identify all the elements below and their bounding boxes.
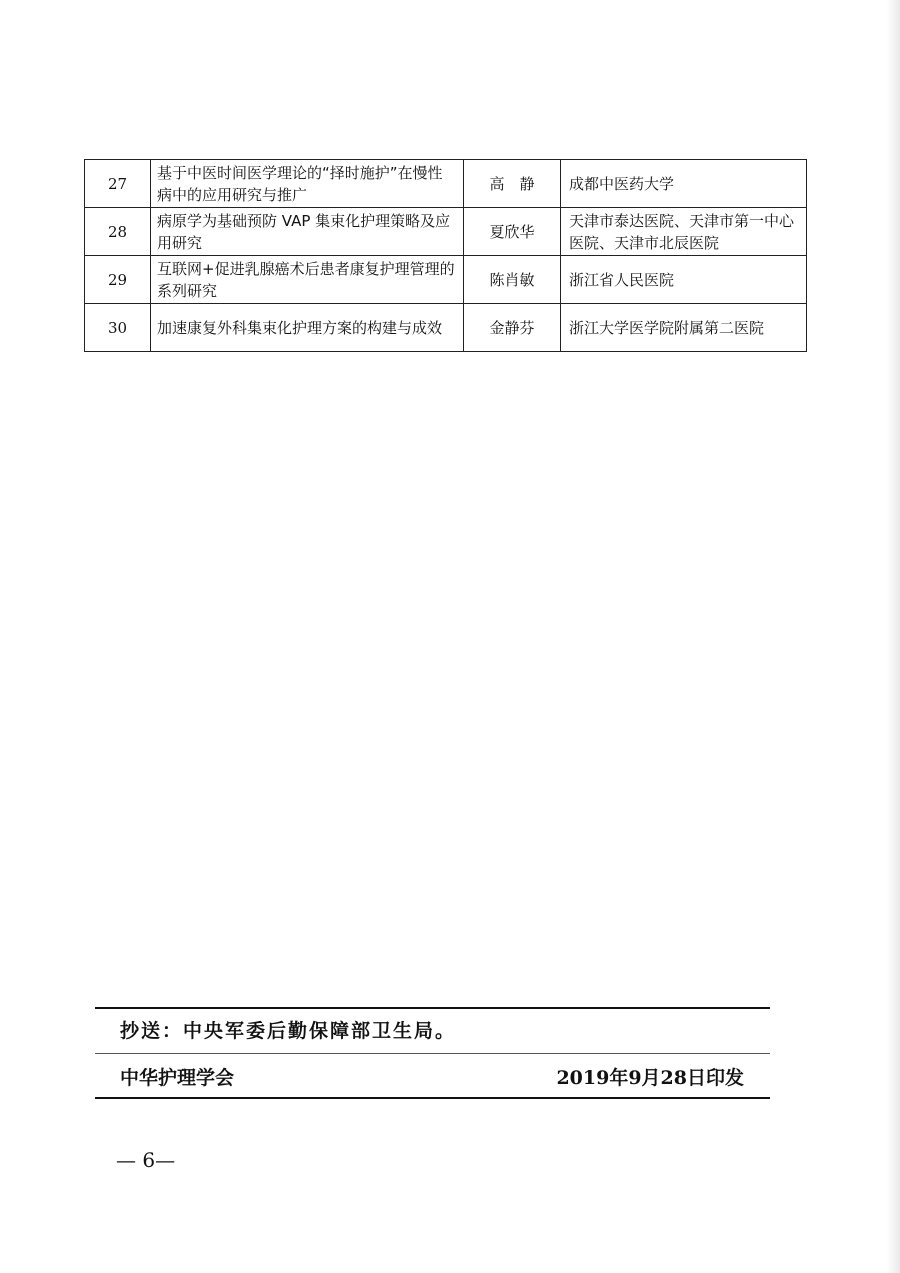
row-number: 28 <box>85 208 151 256</box>
table-row <box>85 160 807 208</box>
table-row <box>85 304 807 352</box>
project-title: 病原学为基础预防 VAP 集束化护理策略及应用研究 <box>151 208 464 256</box>
footer-middle-rule <box>95 1053 770 1054</box>
table-row <box>85 208 807 256</box>
footer-top-rule <box>95 1007 770 1009</box>
issue-date: 2019年9月28日印发 <box>556 1067 744 1089</box>
project-title: 加速康复外科集束化护理方案的构建与成效 <box>151 304 464 352</box>
project-leader: 金静芬 <box>464 304 561 352</box>
project-leader: 陈肖敏 <box>464 256 561 304</box>
awards-table <box>84 159 807 352</box>
project-title: 基于中医时间医学理论的“择时施护”在慢性病中的应用研究与推广 <box>151 160 464 208</box>
project-organization: 成都中医药大学 <box>561 160 807 208</box>
project-organization: 浙江省人民医院 <box>561 256 807 304</box>
project-organization: 天津市泰达医院、天津市第一中心医院、天津市北辰医院 <box>561 208 807 256</box>
project-leader: 高 静 <box>464 160 561 208</box>
footer-bottom-rule <box>95 1097 770 1099</box>
table-row <box>85 256 807 304</box>
project-leader: 夏欣华 <box>464 208 561 256</box>
project-organization: 浙江大学医学院附属第二医院 <box>561 304 807 352</box>
cc-recipients: 抄送：中央军委后勤保障部卫生局。 <box>120 1020 457 1042</box>
page-edge-shade <box>886 0 900 1273</box>
project-title: 互联网+促进乳腺癌术后患者康复护理管理的系列研究 <box>151 256 464 304</box>
row-number: 29 <box>85 256 151 304</box>
row-number: 30 <box>85 304 151 352</box>
issuing-organization: 中华护理学会 <box>120 1067 235 1089</box>
row-number: 27 <box>85 160 151 208</box>
page-number: — 6— <box>116 1148 176 1172</box>
